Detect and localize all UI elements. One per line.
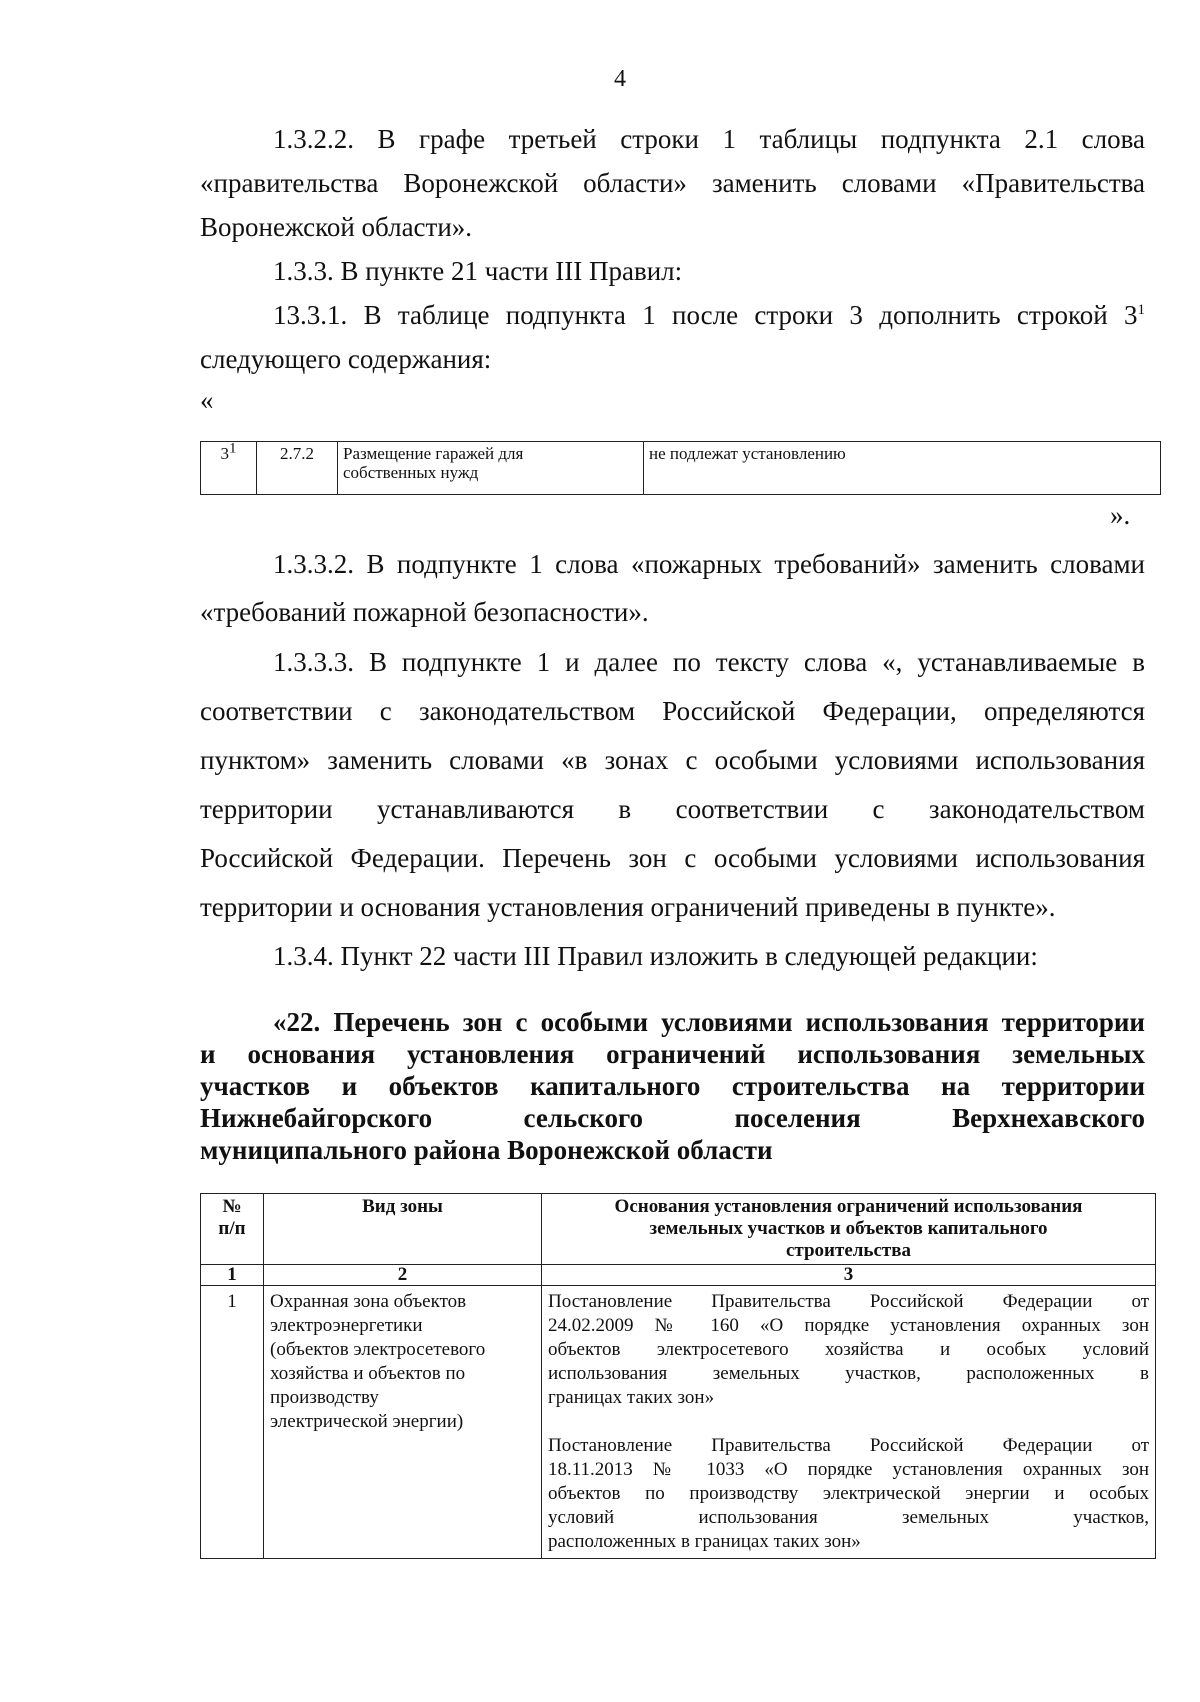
superscript: 1 <box>229 440 237 457</box>
text-line: «требований пожарной безопасности». <box>200 597 649 627</box>
cell-text: 3 <box>220 444 229 463</box>
cell-line: производству <box>270 1387 379 1408</box>
superscript: 1 <box>1137 302 1145 318</box>
heading-line: участков и объектов капитального строительства на территории <box>200 1071 1145 1101</box>
header-line: п/п <box>218 1218 246 1239</box>
header-zone-type <box>264 1194 542 1265</box>
heading-line: «22. Перечень зон с особыми условиями использования территории <box>273 1007 1145 1037</box>
insert-row-table <box>200 441 1161 495</box>
text-line: 1.3.2.2. В графе третьей строки 1 таблицы подпункта 2.1 слова <box>273 124 1145 154</box>
text-line: территории устанавливаются в соответствии с законодательством <box>200 794 1145 824</box>
legal-basis <box>548 1434 1149 1554</box>
text-line: Российской Федерации. Перечень зон с особыми условиями использования <box>200 843 1145 873</box>
text-line: пунктом» заменить словами «в зонах с особыми условиями использования <box>200 745 1145 775</box>
text-line: территории и основания установления ограничений приведены в пункте». <box>200 892 1056 922</box>
text-line: «правительства Воронежской области» заменить словами «Правительства <box>200 168 1145 198</box>
cell-line: электрической энергии) <box>270 1411 464 1432</box>
column-number-row <box>201 1265 1156 1286</box>
cell-line: объектов по производству электрической энергии и особых <box>548 1483 1149 1504</box>
table-row <box>201 442 1161 495</box>
row-number-cell <box>201 442 257 495</box>
paragraph-1-3-2-2 <box>200 117 1145 249</box>
zones-table <box>200 1193 1156 1559</box>
cell-line: Постановление Правительства Российской Федерации от <box>548 1291 1149 1312</box>
bases-cell <box>542 1286 1156 1559</box>
column-number: 3 <box>542 1265 1156 1286</box>
cell-line: 24.02.2009 № 160 «О порядке установления охранных зон <box>548 1315 1149 1336</box>
value-cell: не подлежат установлению <box>644 442 1161 495</box>
header-line: земельных участков и объектов капитального <box>649 1218 1048 1239</box>
text-line: следующего содержания: <box>200 344 492 374</box>
paragraph-1-3-3-3 <box>200 638 1145 932</box>
table-row <box>201 1286 1156 1559</box>
text-line: Воронежской области». <box>200 212 473 242</box>
cell-line: Охранная зона объектов <box>270 1291 467 1312</box>
cell-line: электроэнергетики <box>270 1315 423 1336</box>
text-line <box>200 293 1145 337</box>
open-quote: « <box>200 385 214 415</box>
legal-basis <box>548 1290 1149 1410</box>
page-number: 4 <box>614 66 626 92</box>
column-number: 2 <box>264 1265 542 1286</box>
cell-line: (объектов электросетевого <box>270 1339 486 1360</box>
section-heading <box>200 1006 1145 1166</box>
header-line: Вид зоны <box>362 1196 443 1217</box>
cell-line: объектов электросетевого хозяйства и особых условий <box>548 1339 1149 1360</box>
header-row <box>201 1194 1156 1265</box>
paragraph-1-3-3-2 <box>200 540 1145 636</box>
header-bases <box>542 1194 1156 1265</box>
zone-type-cell <box>264 1286 542 1559</box>
header-number <box>201 1194 264 1265</box>
cell-line: 18.11.2013 № 1033 «О порядке установления охранных зон <box>548 1459 1149 1480</box>
heading-line: и основания установления ограничений использования земельных <box>200 1039 1145 1069</box>
cell-line: собственных нужд <box>343 463 479 482</box>
header-line: № <box>222 1196 242 1217</box>
cell-line: условий использования земельных участков, <box>548 1507 1149 1528</box>
cell-line: хозяйства и объектов по <box>270 1363 466 1384</box>
header-line: строительства <box>785 1240 911 1261</box>
header-line: Основания установления ограничений использования <box>614 1196 1083 1217</box>
cell-line: расположенных в границах таких зон» <box>548 1531 861 1552</box>
text-line: соответствии с законодательством Российской Федерации, определяются <box>200 696 1145 726</box>
close-quote: ». <box>1110 500 1131 530</box>
column-number: 1 <box>201 1265 264 1286</box>
cell-line: Размещение гаражей для <box>343 444 524 463</box>
text-line: 1.3.3.3. В подпункте 1 и далее по тексту слова «, устанавливаемые в <box>273 647 1145 677</box>
cell-line: Постановление Правительства Российской Федерации от <box>548 1435 1149 1456</box>
row-number-cell: 1 <box>201 1286 264 1559</box>
text-segment: 13.3.1. В таблице подпункта 1 после строки 3 дополнить строкой 3 <box>273 300 1138 330</box>
paragraph-13-3-1 <box>200 293 1145 381</box>
cell-line: использования земельных участков, расположенных в <box>548 1363 1149 1384</box>
name-cell <box>338 442 644 495</box>
code-cell: 2.7.2 <box>257 442 338 495</box>
text-line: 1.3.4. Пункт 22 части III Правил изложить в следующей редакции: <box>273 941 1038 971</box>
text-line: 1.3.3. В пункте 21 части III Правил: <box>273 256 683 286</box>
heading-line: Нижнебайгорского сельского поселения Верхнехавского <box>200 1103 1145 1133</box>
text-line: 1.3.3.2. В подпункте 1 слова «пожарных требований» заменить словами <box>273 549 1145 579</box>
paragraph-1-3-3 <box>200 249 1145 293</box>
heading-line: муниципального района Воронежской области <box>200 1135 773 1165</box>
cell-line: границах таких зон» <box>548 1387 715 1408</box>
paragraph-1-3-4 <box>200 932 1145 980</box>
